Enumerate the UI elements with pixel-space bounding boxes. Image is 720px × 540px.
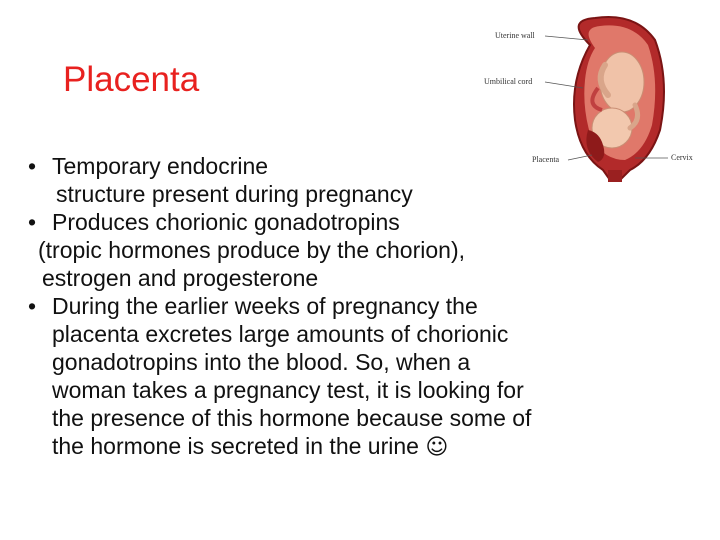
- bullet-line: the hormone is secreted in the urine: [52, 433, 419, 459]
- bullet-list: [28, 152, 688, 462]
- bullet-line: (tropic hormones produce by the chorion),: [38, 237, 465, 263]
- smiley-icon: ☺: [425, 435, 449, 460]
- bullet-line: • During the earlier weeks of pregnancy the: [52, 293, 478, 319]
- bullet-item: [28, 208, 688, 292]
- bullet-item: [28, 152, 688, 208]
- bullet-line: estrogen and progesterone: [42, 265, 319, 291]
- slide-title: Placenta: [63, 60, 200, 99]
- bullet-line: Temporary endocrine: [52, 153, 269, 179]
- label-cervix: Cervix: [671, 153, 693, 162]
- bullet-line: the presence of this hormone because some of: [52, 405, 532, 431]
- bullet-item: [28, 292, 688, 462]
- bullet-line: woman takes a pregnancy test, it is looking for: [52, 377, 524, 403]
- bullet-line: Produces chorionic gonadotropins: [52, 209, 400, 235]
- label-umbilical-cord: Umbilical cord: [484, 77, 533, 86]
- bullet-line: gonadotropins into the blood. So, when a: [52, 349, 471, 375]
- bullet-line: structure present during pregnancy: [56, 181, 413, 207]
- label-uterine-wall: Uterine wall: [495, 31, 535, 40]
- label-placenta: Placenta: [532, 155, 560, 164]
- bullet-line: placenta excretes large amounts of chorionic: [52, 321, 509, 347]
